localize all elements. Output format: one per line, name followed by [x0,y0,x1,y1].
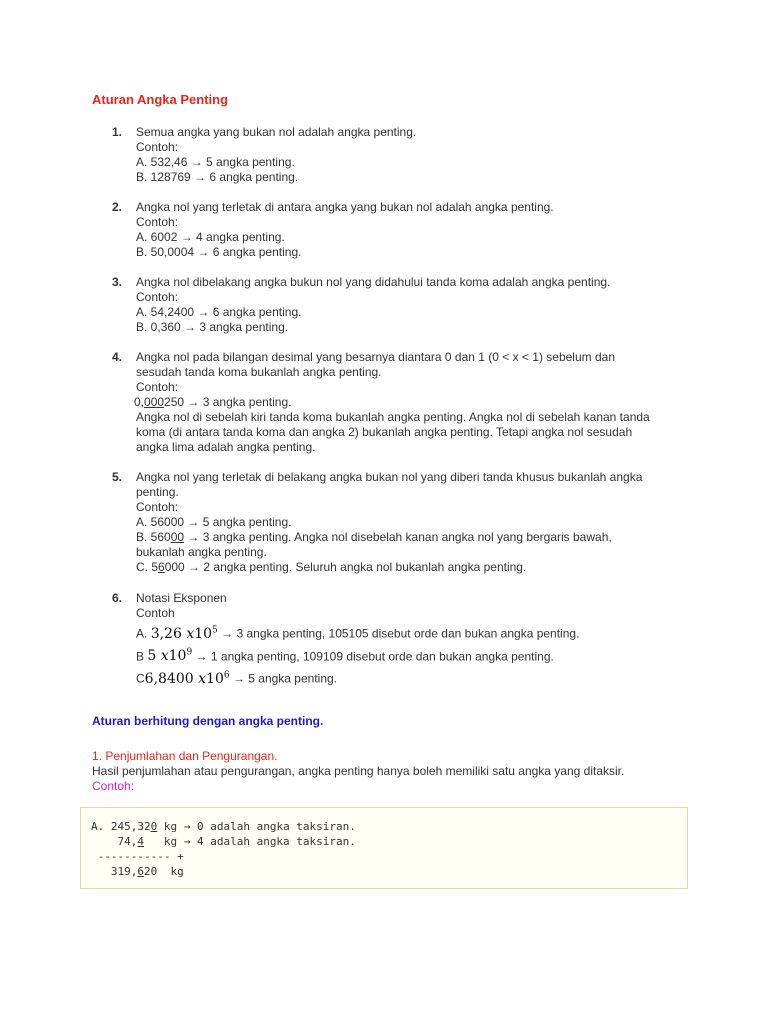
subsection-title: 1. Penjumlahan dan Pengurangan. [92,749,278,763]
base: 10 [194,625,213,642]
example-text: → 1 angka penting, 109109 disebut orde dan bukan angka penting. [195,649,554,664]
example-label: B [136,649,145,664]
rule-text: Angka nol dibelakang angka bukun nol yang didahului tanda koma adalah angka penting. [136,275,611,289]
note-line3: angka lima adalah angka penting. [136,440,316,454]
exponent-example-a [136,621,696,644]
example-label: A. [136,626,148,641]
code-line2-post: kg → 4 adalah angka taksiran. [143,835,356,848]
rule-number: 5. [112,470,123,484]
example-post: 250 → 3 angka penting. [164,395,292,409]
example-label: C [136,671,145,686]
exponent: 5 [212,625,218,635]
code-example-box [80,807,688,889]
base: 10 [206,670,224,687]
exponent-formula [151,626,218,642]
times-symbol: x [186,625,195,642]
example-b [136,530,696,545]
example-text: → 3 angka penting, 105105 disebut orde dan bukan angka penting. [221,626,580,641]
rule-text-line2: penting. [136,485,179,499]
mantissa: 3,26 [150,625,182,642]
exponent-example-b [136,644,696,667]
example-c-pre: C. 5 [136,560,159,574]
exponent: 6 [223,670,230,681]
code-example [91,819,356,879]
example-b: B. 50,0004 → 6 angka penting. [136,245,302,259]
rule-number: 4. [112,350,123,364]
subsection-description: Hasil penjumlahan atau pengurangan, angka penting hanya boleh memiliki satu angka yang ditaksir. [92,764,625,778]
code-line1-pre: A. 245,32 [91,820,151,833]
example-c-underlined: 6 [158,560,165,574]
code-line4-post: 20 kg [143,865,184,878]
contoh-label: Contoh: [136,500,179,514]
code-line1-post: kg → 0 adalah angka taksiran. [157,820,356,833]
rule-text-line2: sesudah tanda koma bukanlah angka penting. [136,365,382,379]
note-line1: Angka nol di sebelah kiri tanda koma bukanlah angka penting. Angka nol di sebelah kanan tanda [136,410,650,424]
example-pre: 0, [134,395,145,409]
rule-number: 1. [112,125,123,139]
rule-text-line1: Angka nol yang terletak di belakang angka bukan nol yang diberi tanda khusus bukanlah angka [136,470,643,484]
rule-number: 2. [112,200,123,214]
rule-text: Notasi Eksponen [136,591,227,605]
example-c [136,560,696,575]
mantissa: 5 [147,648,157,665]
contoh-label: Contoh [136,606,175,620]
contoh-label: Contoh: [136,215,179,229]
exponent-formula [145,671,230,687]
exponent-example-c [136,666,696,689]
example-a: A. 532,46 → 5 angka penting. [136,155,295,169]
contoh-label: Contoh: [136,290,179,304]
note-line2: koma (di antara tanda koma dan angka 2) bukanlah angka penting. Tetapi angka nol sesudah [136,425,633,439]
code-line2-underlined: 4 [137,835,144,848]
code-line2-pre: 74, [91,835,138,848]
contoh-label: Contoh: [136,380,179,394]
example-b: B. 128769 → 6 angka penting. [136,170,299,184]
example-c-post: 000 → 2 angka penting. Seluruh angka nol bukanlah angka penting. [164,560,527,574]
code-line1-underlined: 0 [150,820,158,833]
example [134,395,696,410]
example-a: A. 6002 → 4 angka penting. [136,230,285,244]
mantissa: 6,8400 [144,670,194,687]
code-line4-pre: 319, [91,865,138,878]
example-a: A. 54,2400 → 6 angka penting. [136,305,302,319]
section-title: Aturan berhitung dengan angka penting. [92,714,324,728]
page-title: Aturan Angka Penting [92,92,229,107]
rule-text-line1: Angka nol pada bilangan desimal yang besarnya diantara 0 dan 1 (0 < x < 1) sebelum dan [136,350,615,364]
rule-number: 3. [112,275,123,289]
times-symbol: x [198,670,207,687]
code-line3: ----------- + [91,850,184,863]
code-line4-underlined: 6 [137,865,144,878]
rule-number: 6. [112,591,123,605]
example-b-underlined: 00 [170,530,185,544]
rule-text: Angka nol yang terletak di antara angka yang bukan nol adalah angka penting. [136,200,554,214]
rule-text: Semua angka yang bukan nol adalah angka penting. [136,125,417,139]
base: 10 [168,648,187,665]
exponent-formula [147,648,192,664]
example-b-post: → 3 angka penting. Angka nol disebelah kanan angka nol yang bergaris bawah, [184,530,612,544]
example-b: B. 0,360 → 3 angka penting. [136,320,289,334]
example-a: A. 56000 → 5 angka penting. [136,515,292,529]
example-underlined: 000 [144,395,165,409]
example-b-line2: bukanlah angka penting. [136,545,267,559]
example-text: → 5 angka penting. [232,671,338,686]
contoh-label: Contoh: [92,779,135,793]
times-symbol: x [160,648,169,665]
exponent: 9 [186,647,193,658]
contoh-label: Contoh: [136,140,179,154]
example-b-pre: B. 560 [136,530,171,544]
